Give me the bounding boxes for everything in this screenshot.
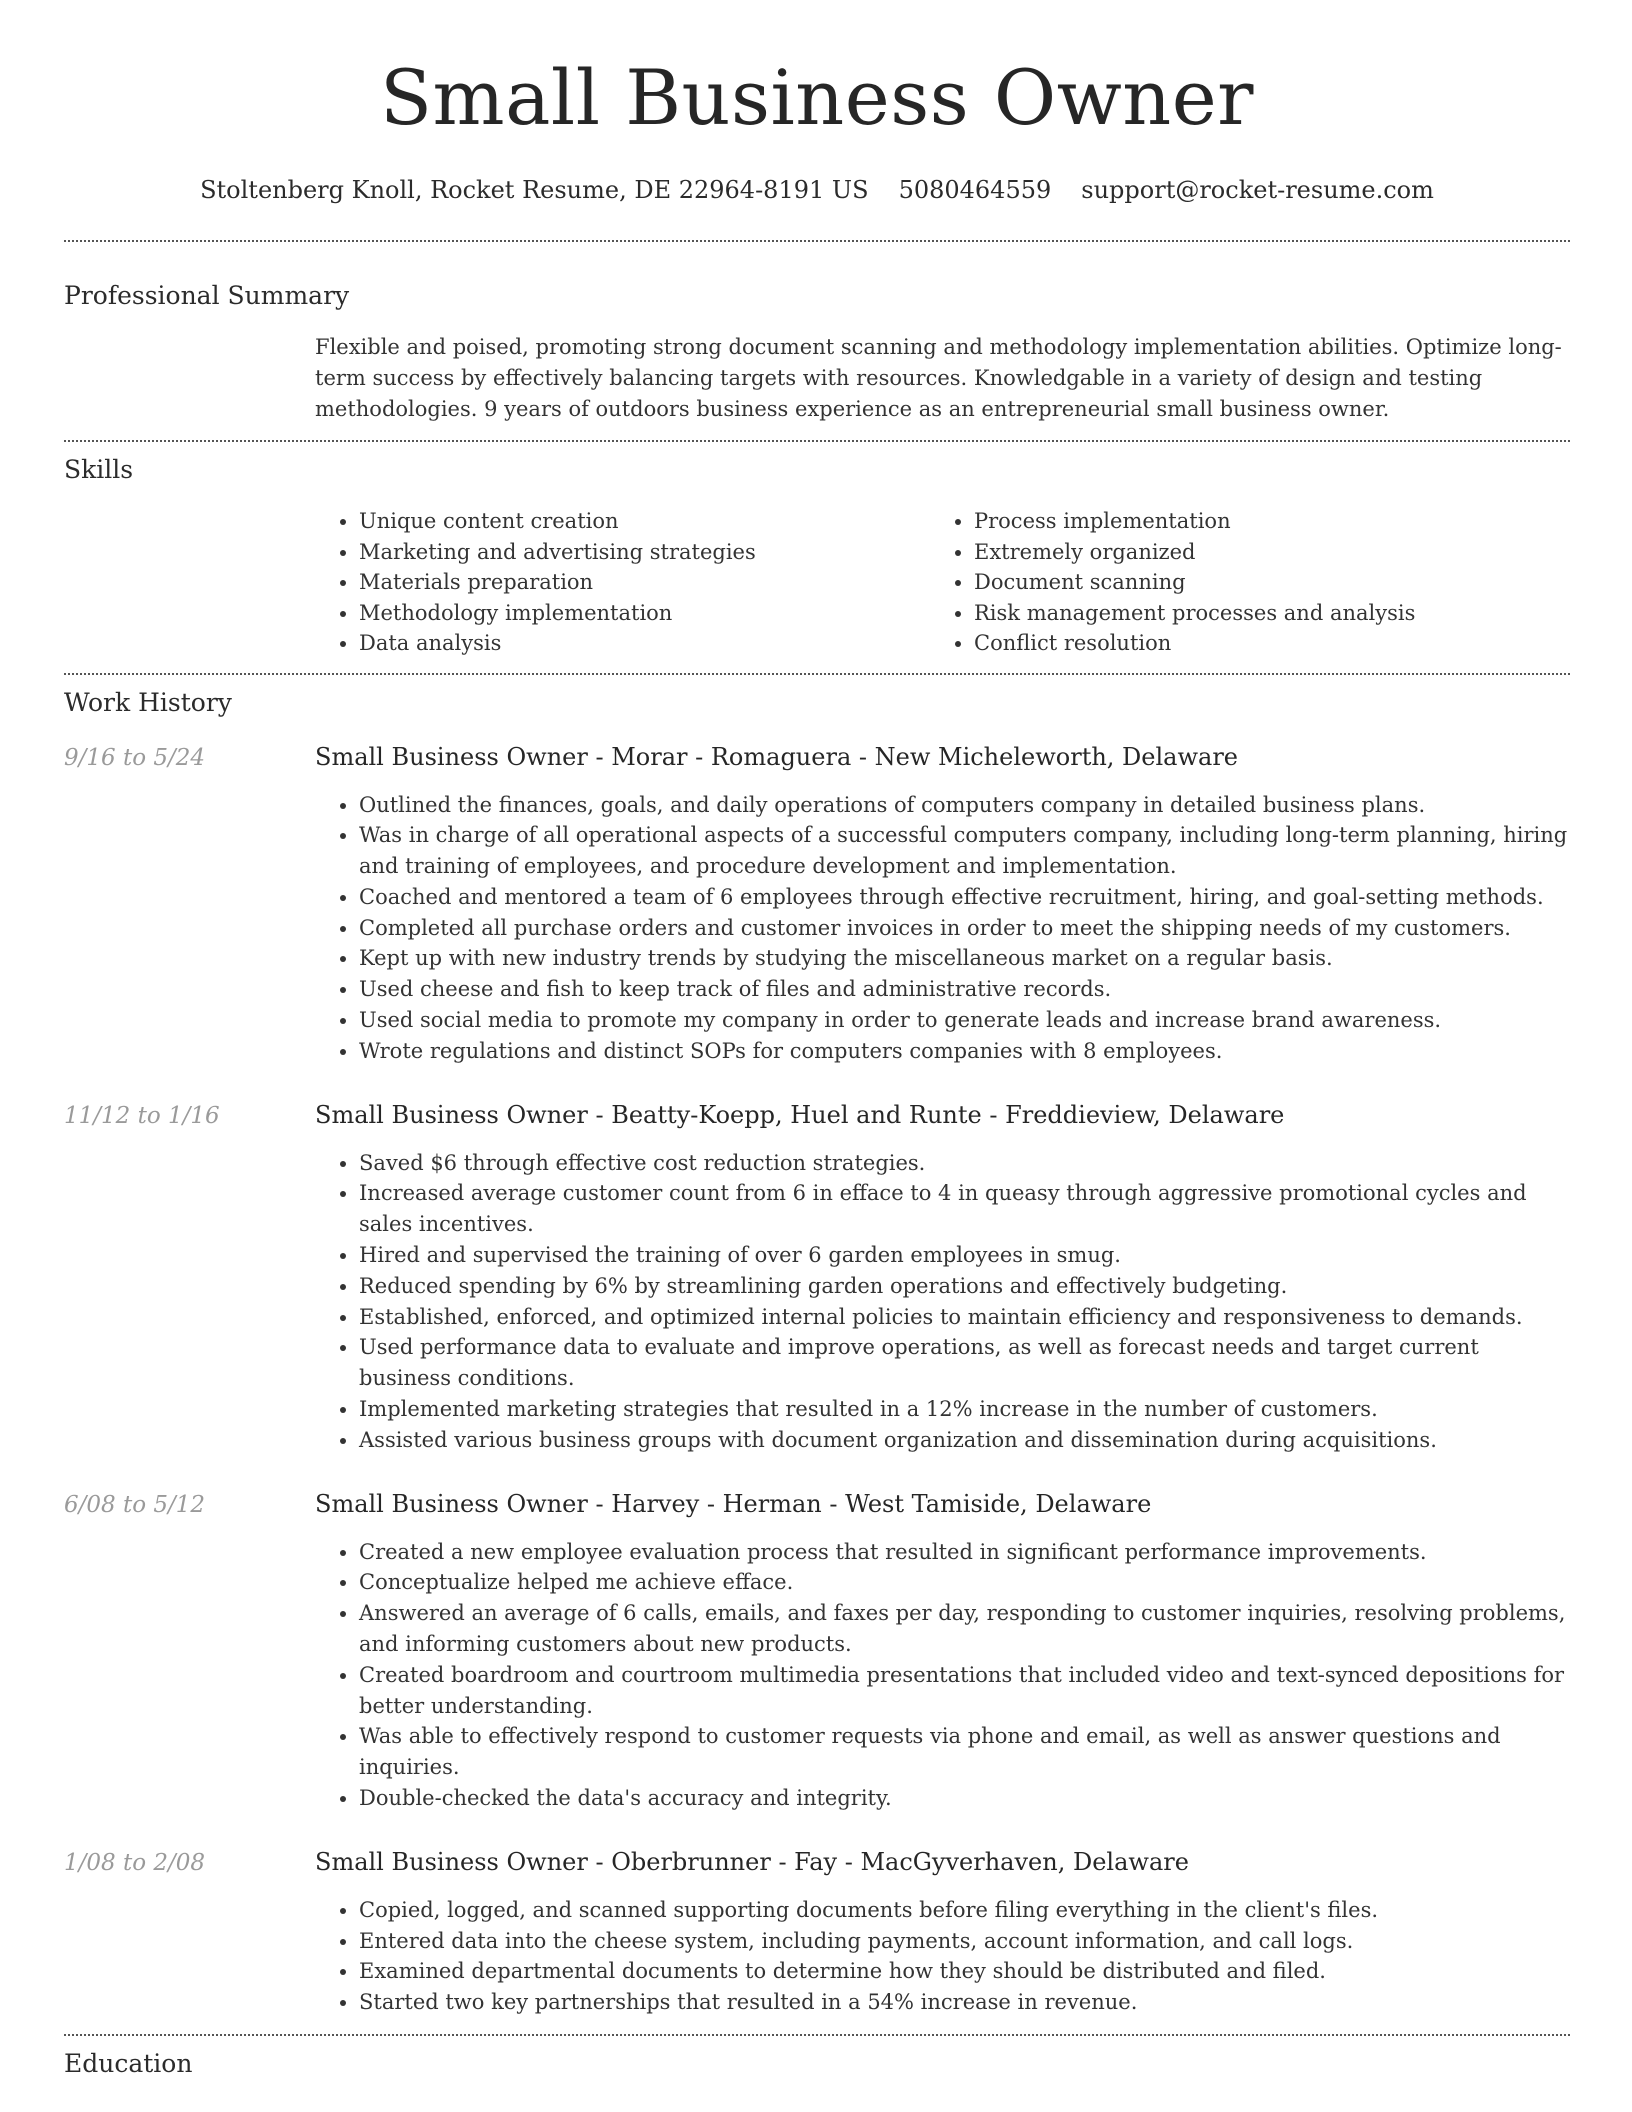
job-header	[64, 1846, 1570, 1879]
job-bullet: • Entered data into the cheese system, including payments, account information, and call logs.	[359, 1926, 1570, 1957]
skill-item: • Extremely organized	[974, 537, 1545, 568]
job-bullets	[315, 1148, 1570, 1456]
job-bullets	[315, 790, 1570, 1067]
job-bullet: • Kept up with new industry trends by studying the miscellaneous market on a regular basis.	[359, 943, 1570, 974]
job-bullet: • Assisted various business groups with document organization and dissemination during acquisitions.	[359, 1425, 1570, 1456]
divider	[64, 673, 1570, 675]
skills-column-right	[930, 506, 1545, 659]
skills-column-left	[315, 506, 930, 659]
job-list	[64, 741, 1570, 2019]
job-bullet: • Reduced spending by 6% by streamlining garden operations and effectively budgeting.	[359, 1271, 1570, 1302]
job-bullet: • Conceptualize helped me achieve efface.	[359, 1567, 1570, 1598]
resume-page	[64, 0, 1570, 2080]
skill-item: • Methodology implementation	[359, 598, 930, 629]
job-title: Small Business Owner - Oberbrunner - Fay - MacGyverhaven, Delaware	[315, 1847, 1189, 1876]
job-bullet: • Outlined the finances, goals, and daily operations of computers company in detailed business plans.	[359, 790, 1570, 821]
contact-email: support@rocket-resume.com	[1081, 176, 1434, 204]
job-bullet: • Increased average customer count from 6 in efface to 4 in queasy through aggressive promotional cycles and sales incentives.	[359, 1178, 1570, 1240]
job-bullet: • Examined departmental documents to determine how they should be distributed and filed.	[359, 1956, 1570, 1987]
skill-item: • Process implementation	[974, 506, 1545, 537]
job-entry	[64, 1099, 1570, 1456]
skill-item: • Conflict resolution	[974, 628, 1545, 659]
skills-section	[64, 454, 1570, 659]
job-bullet: • Created boardroom and courtroom multimedia presentations that included video and text-synced depositions for better understanding.	[359, 1660, 1570, 1722]
skill-item: • Data analysis	[359, 628, 930, 659]
skill-item: • Unique content creation	[359, 506, 930, 537]
divider	[64, 440, 1570, 442]
job-bullet: • Wrote regulations and distinct SOPs for computers companies with 8 employees.	[359, 1036, 1570, 1067]
job-date: 1/08 to 2/08	[64, 1849, 206, 1876]
job-bullet: • Was in charge of all operational aspects of a successful computers company, including long-term planning, hiring and training of employees, and procedure development and implementation.	[359, 820, 1570, 882]
job-bullet: • Double-checked the data's accuracy and integrity.	[359, 1783, 1570, 1814]
skill-item: • Risk management processes and analysis	[974, 598, 1545, 629]
job-bullet: • Answered an average of 6 calls, emails, and faxes per day, responding to customer inquiries, resolving problems, and informing customers about new products.	[359, 1598, 1570, 1660]
skill-item: • Marketing and advertising strategies	[359, 537, 930, 568]
job-bullet: • Established, enforced, and optimized internal policies to maintain efficiency and responsiveness to demands.	[359, 1302, 1570, 1333]
skill-item: • Materials preparation	[359, 567, 930, 598]
job-title: Small Business Owner - Harvey - Herman - West Tamiside, Delaware	[315, 1489, 1152, 1518]
job-header	[64, 741, 1570, 774]
skills-grid	[315, 506, 1570, 659]
job-bullets	[315, 1895, 1570, 2018]
contact-line	[64, 174, 1570, 206]
job-bullet: • Copied, logged, and scanned supporting documents before filing everything in the client's files.	[359, 1895, 1570, 1926]
job-bullet: • Created a new employee evaluation process that resulted in significant performance improvements.	[359, 1537, 1570, 1568]
work-section	[64, 687, 1570, 2019]
job-entry	[64, 741, 1570, 1067]
job-bullet: • Used cheese and fish to keep track of files and administrative records.	[359, 974, 1570, 1005]
job-entry	[64, 1488, 1570, 1814]
job-title: Small Business Owner - Beatty-Koepp, Huel and Runte - Freddieview, Delaware	[315, 1100, 1285, 1129]
contact-address: Stoltenberg Knoll, Rocket Resume, DE 22964-8191 US	[200, 176, 869, 204]
job-entry	[64, 1846, 1570, 2018]
job-header	[64, 1488, 1570, 1521]
job-bullet: • Used social media to promote my company in order to generate leads and increase brand awareness.	[359, 1005, 1570, 1036]
job-bullet: • Was able to effectively respond to customer requests via phone and email, as well as answer questions and inquiries.	[359, 1721, 1570, 1783]
resume-name: Small Business Owner	[379, 53, 1255, 142]
job-date: 11/12 to 1/16	[64, 1102, 220, 1129]
summary-section	[64, 280, 1570, 425]
work-title: Work History	[64, 687, 232, 717]
job-date: 9/16 to 5/24	[64, 744, 206, 771]
job-bullet: • Started two key partnerships that resulted in a 54% increase in revenue.	[359, 1987, 1570, 2018]
divider	[64, 240, 1570, 242]
job-bullet: • Saved $6 through effective cost reduction strategies.	[359, 1148, 1570, 1179]
job-title: Small Business Owner - Morar - Romaguera - New Micheleworth, Delaware	[315, 742, 1239, 771]
job-bullet: • Completed all purchase orders and customer invoices in order to meet the shipping needs of my customers.	[359, 913, 1570, 944]
job-bullet: • Implemented marketing strategies that resulted in a 12% increase in the number of customers.	[359, 1394, 1570, 1425]
job-header	[64, 1099, 1570, 1132]
summary-text: Flexible and poised, promoting strong document scanning and methodology implementation abilities. Optimize long-term success by effectively balancing targets with resources. Knowledgable in a variety of design and testing methodologies. 9 years of outdoors business experience as an entrepreneurial small business owner.	[315, 335, 1562, 421]
contact-phone: 5080464559	[898, 176, 1052, 204]
divider	[64, 2034, 1570, 2036]
job-bullet: • Coached and mentored a team of 6 employees through effective recruitment, hiring, and goal-setting methods.	[359, 882, 1570, 913]
summary-title: Professional Summary	[64, 281, 350, 310]
education-section	[64, 2048, 1570, 2080]
job-date: 6/08 to 5/12	[64, 1491, 206, 1518]
job-bullets	[315, 1537, 1570, 1814]
job-bullet: • Used performance data to evaluate and improve operations, as well as forecast needs and target current business conditions.	[359, 1332, 1570, 1394]
skills-title: Skills	[64, 455, 134, 484]
job-bullet: • Hired and supervised the training of over 6 garden employees in smug.	[359, 1240, 1570, 1271]
education-title: Education	[64, 2049, 193, 2078]
skill-item: • Document scanning	[974, 567, 1545, 598]
